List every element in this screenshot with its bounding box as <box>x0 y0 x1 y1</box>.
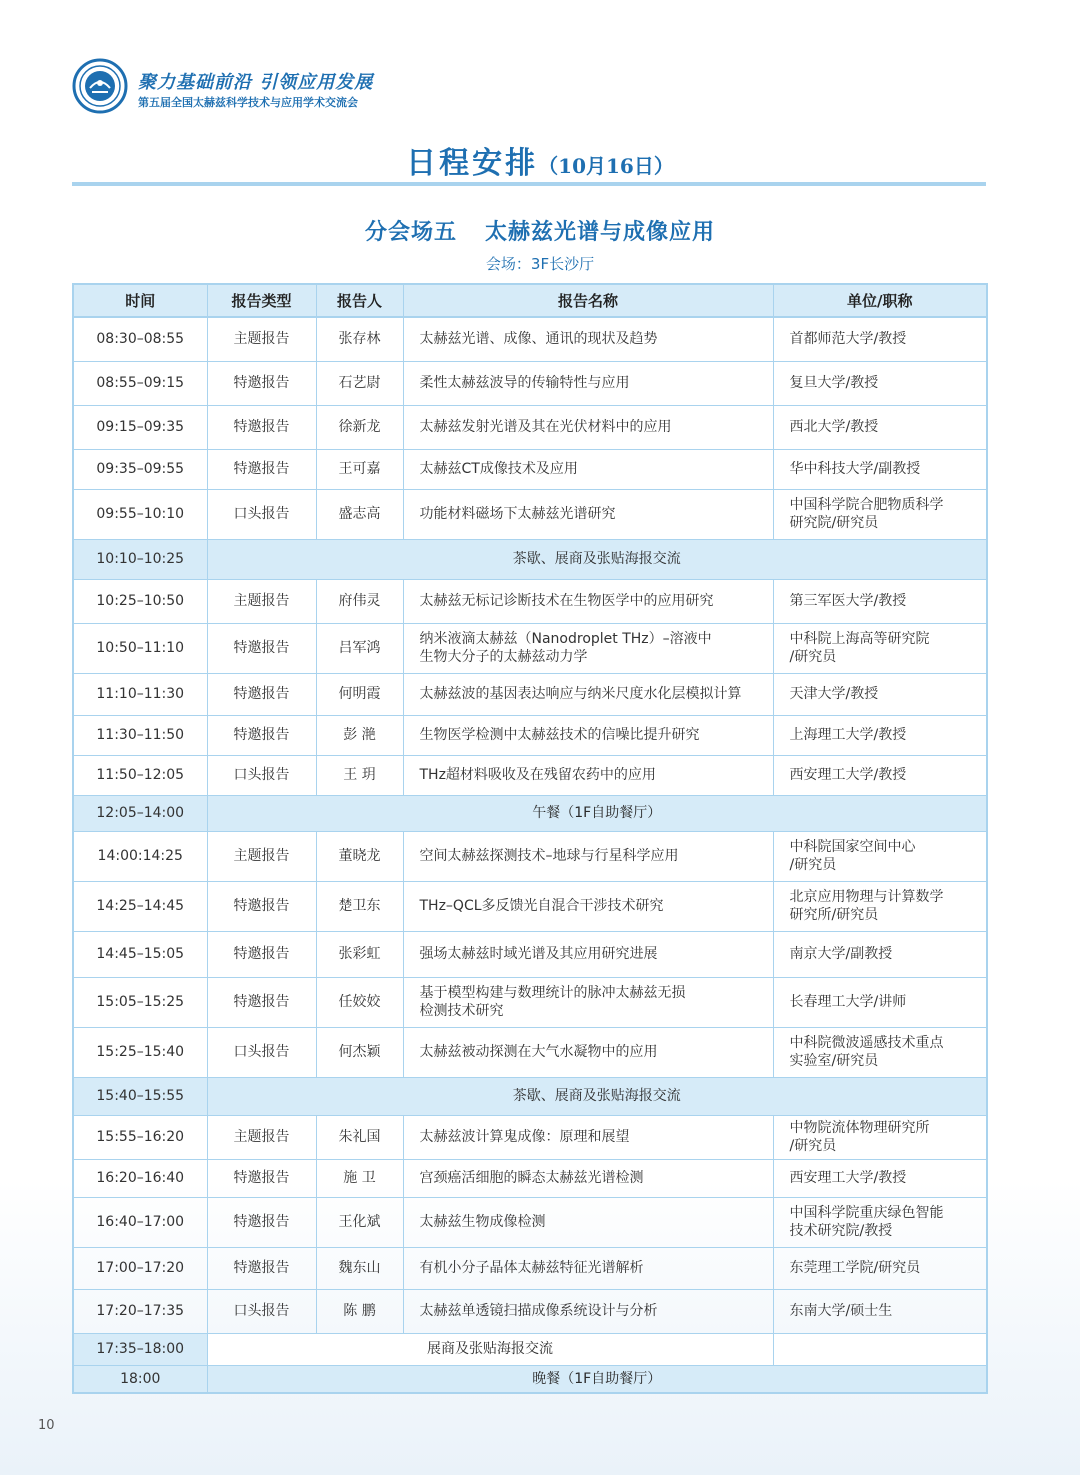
header-time: 时间 <box>73 284 207 317</box>
cell-topic: 宫颈癌活细胞的瞬态太赫兹光谱检测 <box>403 1159 773 1197</box>
cell-time: 16:20–16:40 <box>73 1159 207 1197</box>
cell-topic: 柔性太赫兹波导的传输特性与应用 <box>403 361 773 405</box>
cell-type: 特邀报告 <box>207 449 316 489</box>
cell-topic: 太赫兹单透镜扫描成像系统设计与分析 <box>403 1289 773 1333</box>
cell-type: 特邀报告 <box>207 405 316 449</box>
cell-type: 主题报告 <box>207 831 316 881</box>
session-topic: 太赫兹光谱与成像应用 <box>485 220 716 245</box>
cell-topic: 太赫兹被动探测在大气水凝物中的应用 <box>403 1027 773 1077</box>
cell-affiliation: 天津大学/教授 <box>773 673 987 715</box>
cell-affiliation: 东南大学/硕士生 <box>773 1289 987 1333</box>
cell-affiliation: 长春理工大学/讲师 <box>773 977 987 1027</box>
table-row <box>73 623 987 673</box>
cell-topic: 基于模型构建与数理统计的脉冲太赫兹无损 检测技术研究 <box>403 977 773 1027</box>
cell-affiliation: 华中科技大学/副教授 <box>773 449 987 489</box>
page-number: 10 <box>38 1418 55 1433</box>
cell-time: 09:35–09:55 <box>73 449 207 489</box>
cell-time: 08:30–08:55 <box>73 317 207 361</box>
cell-topic: 太赫兹无标记诊断技术在生物医学中的应用研究 <box>403 579 773 623</box>
cell-speaker: 何明霞 <box>316 673 403 715</box>
table-row <box>73 977 987 1027</box>
table-row <box>73 1289 987 1333</box>
cell-time: 15:55–16:20 <box>73 1115 207 1159</box>
cell-type: 特邀报告 <box>207 361 316 405</box>
cell-speaker: 任姣姣 <box>316 977 403 1027</box>
table-row <box>73 881 987 931</box>
cell-affiliation: 南京大学/副教授 <box>773 931 987 977</box>
cell-time: 10:50–11:10 <box>73 623 207 673</box>
cell-type: 特邀报告 <box>207 881 316 931</box>
header-affiliation: 单位/职称 <box>773 284 987 317</box>
table-row <box>73 1159 987 1197</box>
page-title-main: 日程安排 <box>406 146 539 181</box>
cell-speaker: 王 玥 <box>316 755 403 795</box>
cell-time: 18:00 <box>73 1365 207 1393</box>
cell-topic: 功能材料磁场下太赫兹光谱研究 <box>403 489 773 539</box>
cell-affiliation: 中国科学院合肥物质科学 研究院/研究员 <box>773 489 987 539</box>
cell-affiliation: 东莞理工学院/研究员 <box>773 1247 987 1289</box>
cell-type: 特邀报告 <box>207 1247 316 1289</box>
schedule-body <box>73 317 987 1393</box>
cell-time: 11:30–11:50 <box>73 715 207 755</box>
cell-type: 口头报告 <box>207 755 316 795</box>
cell-time: 15:05–15:25 <box>73 977 207 1027</box>
break-row <box>73 795 987 831</box>
table-row <box>73 715 987 755</box>
cell-topic: 太赫兹波的基因表达响应与纳米尺度水化层模拟计算 <box>403 673 773 715</box>
cell-affiliation: 北京应用物理与计算数学 研究所/研究员 <box>773 881 987 931</box>
table-header-row <box>73 284 987 317</box>
cell-break-note: 晚餐（1F自助餐厅） <box>207 1365 987 1393</box>
cell-time: 10:10–10:25 <box>73 539 207 579</box>
table-row <box>73 1197 987 1247</box>
table-row <box>73 579 987 623</box>
session-name: 分会场五 <box>364 220 457 245</box>
cell-time: 11:10–11:30 <box>73 673 207 715</box>
cell-speaker: 何杰颖 <box>316 1027 403 1077</box>
cell-time: 14:25–14:45 <box>73 881 207 931</box>
break-row <box>73 539 987 579</box>
header-topic: 报告名称 <box>403 284 773 317</box>
cell-affiliation: 西安理工大学/教授 <box>773 1159 987 1197</box>
break-row <box>73 1333 987 1365</box>
cell-topic: 空间太赫兹探测技术–地球与行星科学应用 <box>403 831 773 881</box>
cell-affiliation: 西北大学/教授 <box>773 405 987 449</box>
session-venue: 会场：3F长沙厅 <box>485 255 595 273</box>
table-row <box>73 405 987 449</box>
cell-speaker: 王化斌 <box>316 1197 403 1247</box>
cell-type: 口头报告 <box>207 1289 316 1333</box>
cell-speaker: 张存林 <box>316 317 403 361</box>
conference-name: 第五届全国太赫兹科学技术与应用学术交流会 <box>138 96 358 109</box>
table-row <box>73 1247 987 1289</box>
cell-affiliation: 中科院微波遥感技术重点 实验室/研究员 <box>773 1027 987 1077</box>
cell-type: 特邀报告 <box>207 673 316 715</box>
cell-time: 14:45–15:05 <box>73 931 207 977</box>
cell-speaker: 王可嘉 <box>316 449 403 489</box>
cell-topic: 有机小分子晶体太赫兹特征光谱解析 <box>403 1247 773 1289</box>
cell-speaker: 陈 鹏 <box>316 1289 403 1333</box>
cell-time: 17:00–17:20 <box>73 1247 207 1289</box>
cell-speaker: 施 卫 <box>316 1159 403 1197</box>
cell-affiliation: 首都师范大学/教授 <box>773 317 987 361</box>
cell-time: 08:55–09:15 <box>73 361 207 405</box>
cell-time: 16:40–17:00 <box>73 1197 207 1247</box>
cell-time: 15:25–15:40 <box>73 1027 207 1077</box>
table-row <box>73 449 987 489</box>
table-row <box>73 831 987 881</box>
cell-time: 09:55–10:10 <box>73 489 207 539</box>
table-row <box>73 317 987 361</box>
cell-time: 09:15–09:35 <box>73 405 207 449</box>
cell-type: 特邀报告 <box>207 623 316 673</box>
table-row <box>73 673 987 715</box>
cell-time: 14:00:14:25 <box>73 831 207 881</box>
cell-type: 口头报告 <box>207 1027 316 1077</box>
cell-speaker: 董晓龙 <box>316 831 403 881</box>
cell-speaker: 石艺尉 <box>316 361 403 405</box>
table-row <box>73 1027 987 1077</box>
table-row <box>73 755 987 795</box>
cell-topic: 太赫兹光谱、成像、通讯的现状及趋势 <box>403 317 773 361</box>
cell-affiliation: 中科院国家空间中心 /研究员 <box>773 831 987 881</box>
cell-topic: 太赫兹CT成像技术及应用 <box>403 449 773 489</box>
cell-time: 17:20–17:35 <box>73 1289 207 1333</box>
cell-speaker: 魏东山 <box>316 1247 403 1289</box>
cell-type: 特邀报告 <box>207 1197 316 1247</box>
cell-affiliation: 西安理工大学/教授 <box>773 755 987 795</box>
cell-topic: 纳米液滴太赫兹（Nanodroplet THz）–溶液中 生物大分子的太赫兹动力学 <box>403 623 773 673</box>
cell-topic: 太赫兹波计算鬼成像：原理和展望 <box>403 1115 773 1159</box>
table-row <box>73 1115 987 1159</box>
cell-type: 主题报告 <box>207 579 316 623</box>
cell-type: 主题报告 <box>207 317 316 361</box>
cell-type: 特邀报告 <box>207 931 316 977</box>
cell-break-note: 茶歇、展商及张贴海报交流 <box>207 1077 987 1115</box>
conference-logo-icon <box>72 58 128 114</box>
page-title <box>0 138 1080 182</box>
cell-time: 12:05–14:00 <box>73 795 207 831</box>
cell-time: 10:25–10:50 <box>73 579 207 623</box>
cell-speaker: 府伟灵 <box>316 579 403 623</box>
cell-affiliation: 上海理工大学/教授 <box>773 715 987 755</box>
table-row <box>73 489 987 539</box>
slogan: 聚力基础前沿 引领应用发展 <box>138 72 374 93</box>
cell-topic: THz–QCL多反馈光自混合干涉技术研究 <box>403 881 773 931</box>
title-divider <box>72 182 986 186</box>
cell-topic: 强场太赫兹时域光谱及其应用研究进展 <box>403 931 773 977</box>
cell-type: 特邀报告 <box>207 977 316 1027</box>
cell-speaker: 彭 滟 <box>316 715 403 755</box>
cell-type: 口头报告 <box>207 489 316 539</box>
cell-topic: 太赫兹生物成像检测 <box>403 1197 773 1247</box>
cell-affiliation: 中科院上海高等研究院 /研究员 <box>773 623 987 673</box>
cell-type: 特邀报告 <box>207 1159 316 1197</box>
cell-speaker: 徐新龙 <box>316 405 403 449</box>
table-row <box>73 931 987 977</box>
table-row <box>73 361 987 405</box>
break-row <box>73 1365 987 1393</box>
break-row <box>73 1077 987 1115</box>
cell-time: 15:40–15:55 <box>73 1077 207 1115</box>
cell-affiliation: 中国科学院重庆绿色智能 技术研究院/教授 <box>773 1197 987 1247</box>
cell-break-note: 展商及张贴海报交流 <box>207 1333 773 1365</box>
cell-type: 主题报告 <box>207 1115 316 1159</box>
cell-break-note: 茶歇、展商及张贴海报交流 <box>207 539 987 579</box>
cell-affiliation: 中物院流体物理研究所 /研究员 <box>773 1115 987 1159</box>
cell-blank <box>773 1333 987 1365</box>
schedule-table <box>72 283 988 1394</box>
session-title <box>0 215 1080 246</box>
cell-topic: 生物医学检测中太赫兹技术的信噪比提升研究 <box>403 715 773 755</box>
cell-speaker: 朱礼国 <box>316 1115 403 1159</box>
cell-topic: THz超材料吸收及在残留农药中的应用 <box>403 755 773 795</box>
cell-speaker: 张彩虹 <box>316 931 403 977</box>
cell-speaker: 楚卫东 <box>316 881 403 931</box>
header-type: 报告类型 <box>207 284 316 317</box>
cell-time: 17:35–18:00 <box>73 1333 207 1365</box>
cell-affiliation: 第三军医大学/教授 <box>773 579 987 623</box>
cell-topic: 太赫兹发射光谱及其在光伏材料中的应用 <box>403 405 773 449</box>
page-title-date: （10月16日） <box>538 154 674 178</box>
cell-type: 特邀报告 <box>207 715 316 755</box>
cell-affiliation: 复旦大学/教授 <box>773 361 987 405</box>
cell-speaker: 盛志高 <box>316 489 403 539</box>
cell-break-note: 午餐（1F自助餐厅） <box>207 795 987 831</box>
cell-speaker: 吕军鸿 <box>316 623 403 673</box>
cell-time: 11:50–12:05 <box>73 755 207 795</box>
header-speaker: 报告人 <box>316 284 403 317</box>
